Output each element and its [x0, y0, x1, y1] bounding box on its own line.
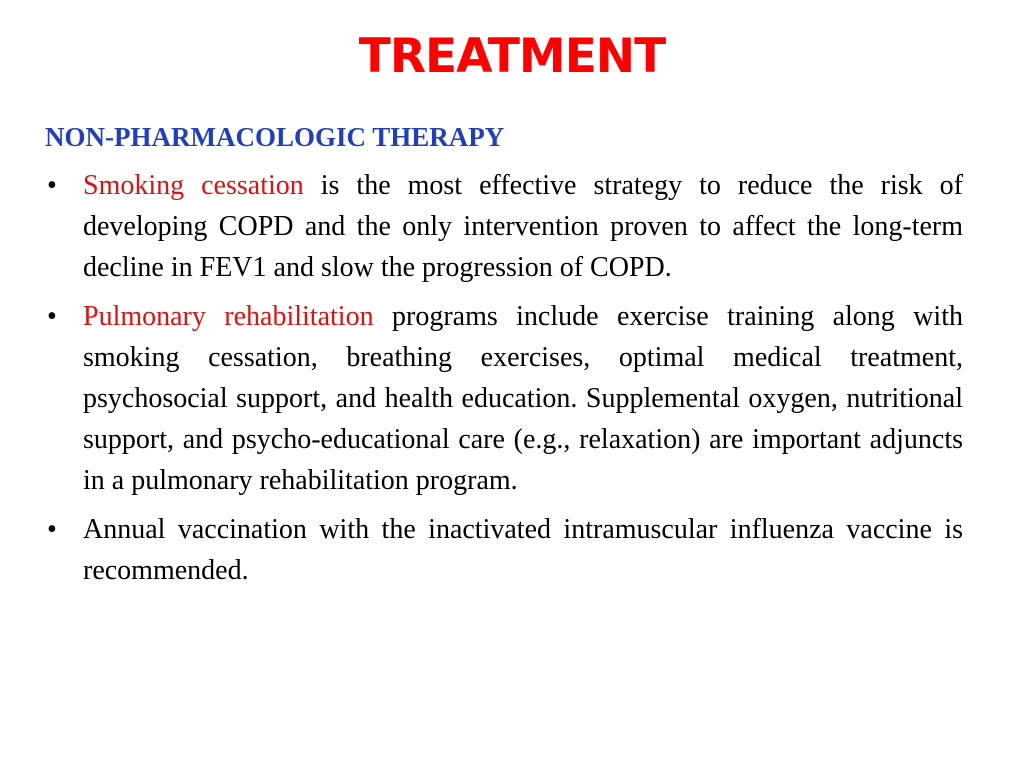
section-heading: NON-PHARMACOLOGIC THERAPY: [45, 122, 505, 152]
bullet-text: programs include exercise training along with smoking cessation, breathing exercises, optimal medical treatment, psychosocial support, and health education. Supplemental oxygen, nutritional support, and psycho-educational care (e.g., relaxation) are important adjuncts in a pulmonary rehabilitation program.: [83, 301, 963, 496]
bullet-text: is the most effective strategy to reduce the risk of developing COPD and the only intervention proven to affect the long-term decline in FEV1 and slow the progression of COPD.: [83, 170, 963, 283]
bullet-highlight: Pulmonary rehabilitation: [83, 301, 374, 332]
bullet-list: [45, 165, 963, 599]
bullet-item-smoking-cessation: [45, 165, 963, 288]
bullet-dot-icon: •: [47, 301, 57, 332]
bullet-text: Annual vaccination with the inactivated intramuscular influenza vaccine is recommended.: [83, 514, 963, 586]
bullet-item-pulmonary-rehabilitation: [45, 296, 963, 501]
bullet-dot-icon: •: [47, 170, 57, 201]
bullet-dot-icon: •: [47, 514, 57, 545]
bullet-highlight: Smoking cessation: [83, 170, 304, 201]
slide-title: TREATMENT: [358, 29, 666, 84]
bullet-item-vaccination: [45, 509, 963, 591]
